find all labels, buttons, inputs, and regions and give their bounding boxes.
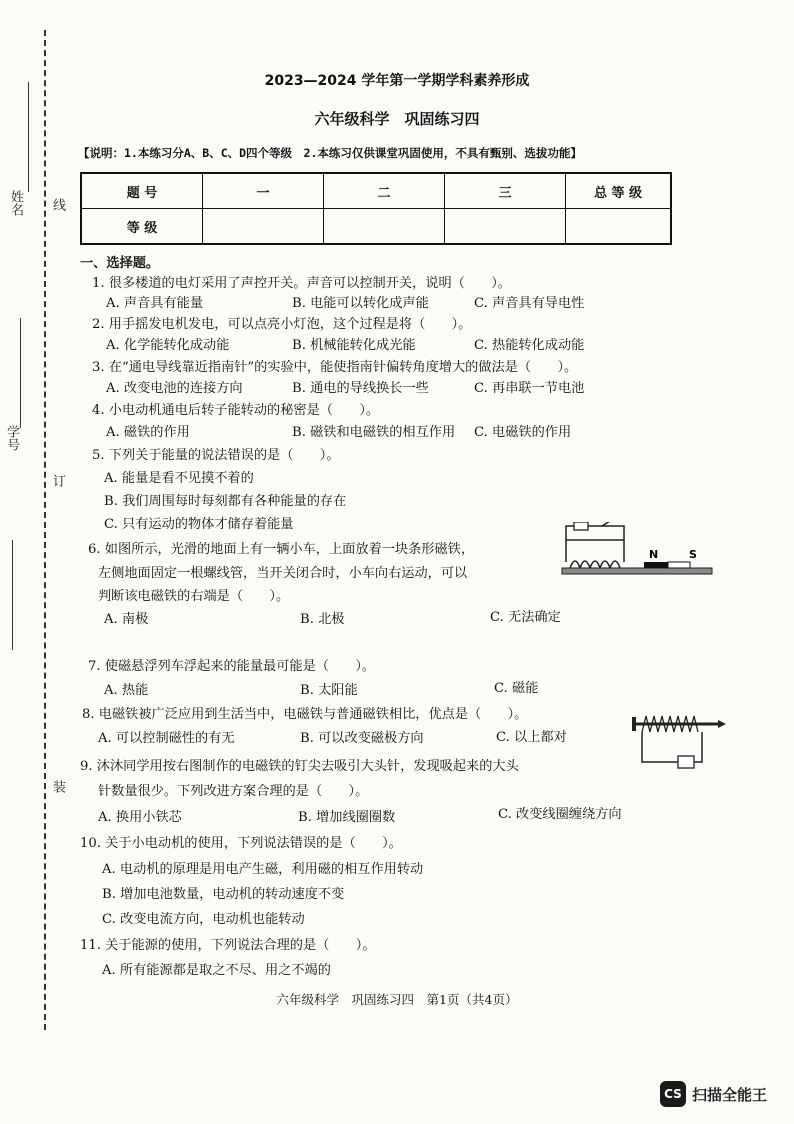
answer-option: A. 换用小铁芯 — [98, 810, 182, 825]
battery-icon — [678, 756, 694, 768]
question-stem: 7. 使磁悬浮列车浮起来的能量最可能是（ ）。 — [88, 659, 376, 674]
grade-blank-cell[interactable] — [445, 209, 566, 245]
section-heading: 一、选择题。 — [80, 256, 160, 271]
answer-option: B. 太阳能 — [300, 683, 358, 698]
page-footer: 六年级科学 巩固练习四 第1页（共4页） — [276, 992, 518, 1007]
instructions-note: 【说明：1.本练习分A、B、C、D四个等级 2.本练习仅供课堂巩固使用，不具有甄别、选拔功能】 — [78, 146, 582, 160]
grade-table-cell: 等 级 — [81, 209, 203, 245]
question-stem: 1. 很多楼道的电灯采用了声控开关。声音可以控制开关，说明（ ）。 — [92, 276, 511, 291]
answer-option: A. 南极 — [104, 612, 149, 627]
name-write-line — [28, 82, 29, 192]
question-stem: 6. 如图所示，光滑的地面上有一辆小车，上面放着一块条形磁铁， — [88, 542, 475, 557]
answer-option: C. 磁能 — [494, 681, 539, 696]
answer-option: A. 化学能转化成动能 — [106, 338, 230, 353]
grade-table-cell: 二 — [324, 173, 445, 209]
question-stem: 3. 在“通电导线靠近指南针”的实验中，能使指南针偏转角度增大的做法是（ ）。 — [92, 360, 578, 375]
answer-option: B. 通电的导线换长一些 — [292, 381, 429, 396]
grade-blank-cell[interactable] — [324, 209, 445, 245]
answer-option: B. 磁铁和电磁铁的相互作用 — [292, 425, 456, 440]
question-stem: 5. 下列关于能量的说法错误的是（ ）。 — [92, 448, 340, 463]
binding-dashed-line — [44, 30, 46, 1030]
answer-option: B. 可以改变磁极方向 — [300, 731, 424, 746]
question-stem-continued: 判断该电磁铁的右端是（ ）。 — [98, 589, 290, 604]
grade-table-cell: 题 号 — [81, 173, 203, 209]
exam-series-title: 2023—2024 学年第一学期学科素养形成 — [264, 73, 530, 89]
question-stem: 9. 沐沐同学用按右图制作的电磁铁的钉尖去吸引大头针，发现吸起来的大头 — [80, 759, 519, 774]
binding-zhuang-char: 装 — [50, 780, 65, 793]
answer-option: A. 可以控制磁性的有无 — [98, 731, 235, 746]
answer-option: A. 声音具有能量 — [106, 296, 204, 311]
answer-option: B. 增加电池数量，电动机的转动速度不变 — [102, 887, 345, 902]
solenoid-car-figure — [556, 522, 714, 584]
circuit-wire — [694, 732, 702, 762]
binding-ding-char: 订 — [50, 474, 65, 487]
question-stem-continued: 左侧地面固定一根螺线管，当开关闭合时，小车向右运动，可以 — [98, 566, 468, 581]
answer-option: A. 所有能源都是取之不尽、用之不竭的 — [102, 963, 331, 978]
grade-table-score-row — [81, 209, 671, 245]
grade-table — [80, 172, 672, 245]
answer-option: C. 热能转化成动能 — [474, 338, 585, 353]
grade-table-cell: 三 — [445, 173, 566, 209]
camscanner-logo-icon: CS — [660, 1081, 686, 1107]
bar-magnet-north — [644, 562, 668, 568]
number-label: 学号 — [4, 425, 19, 451]
number-write-line — [20, 318, 21, 428]
grade-table-cell: 总 等 级 — [566, 173, 672, 209]
exam-title: 六年级科学 巩固练习四 — [314, 110, 480, 128]
answer-option: C. 改变线圈缠绕方向 — [498, 807, 622, 822]
answer-option: C. 改变电流方向，电动机也能转动 — [102, 912, 305, 927]
answer-option: C. 电磁铁的作用 — [474, 425, 572, 440]
answer-option: B. 机械能转化成光能 — [292, 338, 416, 353]
answer-option: A. 磁铁的作用 — [106, 425, 190, 440]
south-pole-label: S — [689, 548, 697, 561]
answer-option: C. 只有运动的物体才储存着能量 — [104, 517, 294, 532]
ground-surface — [562, 568, 712, 574]
answer-option: B. 电能可以转化成声能 — [292, 296, 429, 311]
answer-option: B. 北极 — [300, 612, 345, 627]
grade-table-cell: 一 — [203, 173, 324, 209]
bar-magnet-south — [668, 562, 690, 568]
north-pole-label: N — [649, 548, 659, 561]
answer-option: B. 我们周围每时每刻都有各种能量的存在 — [104, 494, 347, 509]
question-stem: 4. 小电动机通电后转子能转动的秘密是（ ）。 — [92, 403, 380, 418]
nail-head — [632, 717, 636, 731]
question-stem: 8. 电磁铁被广泛应用到生活当中，电磁铁与普通磁铁相比，优点是（ ）。 — [82, 707, 528, 722]
circuit-wire — [642, 732, 678, 762]
answer-option: C. 以上都对 — [496, 730, 567, 745]
question-stem: 2. 用手摇发电机发电，可以点亮小灯泡，这个过程是将（ ）。 — [92, 317, 472, 332]
class-write-line — [12, 540, 13, 650]
grade-blank-cell[interactable] — [203, 209, 324, 245]
electromagnet-nail-figure — [632, 712, 728, 772]
question-stem: 10. 关于小电动机的使用，下列说法错误的是（ ）。 — [80, 836, 402, 851]
grade-table-header-row — [81, 173, 671, 209]
answer-option: C. 无法确定 — [490, 610, 561, 625]
grade-blank-cell[interactable] — [566, 209, 672, 245]
answer-option: C. 再串联一节电池 — [474, 381, 585, 396]
question-stem-continued: 针数量很少。下列改进方案合理的是（ ）。 — [98, 784, 369, 799]
solenoid-coil-icon — [570, 561, 620, 568]
answer-option: A. 电动机的原理是用电产生磁，利用磁的相互作用转动 — [102, 862, 424, 877]
scanner-watermark — [660, 1081, 767, 1107]
answer-option: C. 声音具有导电性 — [474, 296, 585, 311]
answer-option: B. 增加线圈圈数 — [298, 810, 396, 825]
binding-line-char: 线 — [50, 198, 65, 211]
battery-icon — [574, 522, 588, 530]
answer-option: A. 热能 — [104, 683, 149, 698]
watermark-text: 扫描全能王 — [692, 1085, 768, 1104]
nail-tip — [718, 720, 726, 728]
name-label: 姓名 — [8, 190, 23, 216]
question-stem: 11. 关于能源的使用，下列说法合理的是（ ）。 — [80, 938, 376, 953]
answer-option: A. 改变电池的连接方向 — [106, 381, 243, 396]
answer-option: A. 能量是看不见摸不着的 — [104, 471, 254, 486]
